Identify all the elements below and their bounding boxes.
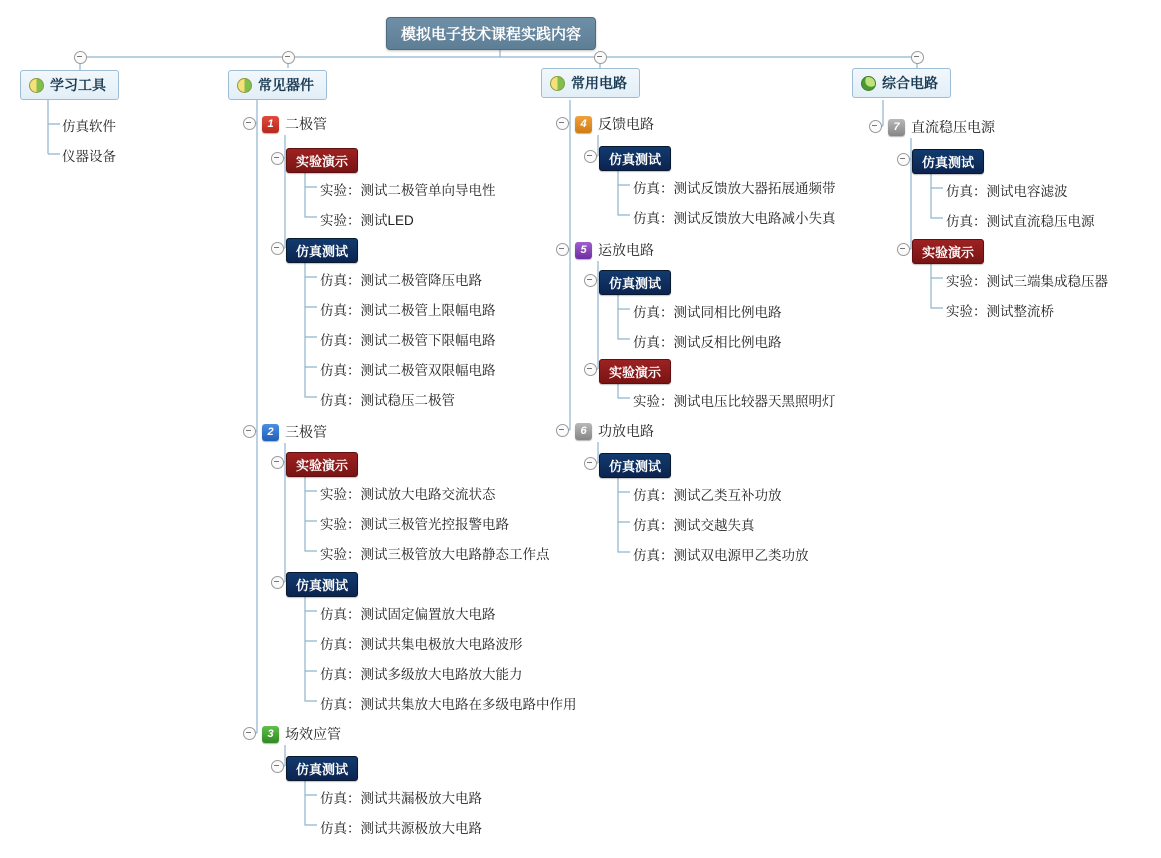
topic-dc-supply[interactable] xyxy=(888,117,995,137)
collapse-knob-opamp-sim[interactable] xyxy=(584,274,597,287)
list-item[interactable]: 仿真：测试二极管上限幅电路 xyxy=(320,303,496,318)
topic-label: 功放电路 xyxy=(598,423,654,439)
topic-feedback[interactable] xyxy=(575,114,654,134)
number-badge: 4 xyxy=(575,116,592,133)
topic-label: 二极管 xyxy=(285,116,327,132)
list-item[interactable]: 仿真：测试同相比例电路 xyxy=(633,305,782,320)
list-item[interactable]: 仿真软件 xyxy=(62,119,116,134)
green-moon-icon xyxy=(861,76,876,91)
tag-demo[interactable]: 实验演示 xyxy=(286,148,358,173)
list-item[interactable]: 仿真：测试共集电极放大电路波形 xyxy=(320,637,523,652)
list-item[interactable]: 实验：测试电压比较器天黑照明灯 xyxy=(633,394,836,409)
half-moon-icon xyxy=(29,78,44,93)
list-item[interactable]: 实验：测试整流桥 xyxy=(946,304,1054,319)
topic-label: 反馈电路 xyxy=(598,116,654,132)
topic-label: 运放电路 xyxy=(598,242,654,258)
topic-power-amp[interactable] xyxy=(575,421,654,441)
tag-demo[interactable]: 实验演示 xyxy=(599,359,671,384)
topic-fet[interactable] xyxy=(262,724,341,744)
half-moon-icon xyxy=(237,78,252,93)
root-node[interactable]: 模拟电子技术课程实践内容 xyxy=(386,17,596,50)
tag-demo[interactable]: 实验演示 xyxy=(912,239,984,264)
collapse-knob-tools[interactable] xyxy=(74,51,87,64)
category-common-circuits[interactable] xyxy=(541,68,640,98)
collapse-knob-dc-demo[interactable] xyxy=(897,243,910,256)
category-label: 常用电路 xyxy=(571,75,627,91)
list-item[interactable]: 仿真：测试共源极放大电路 xyxy=(320,821,482,836)
collapse-knob-devices[interactable] xyxy=(282,51,295,64)
collapse-knob-diode-sim[interactable] xyxy=(271,242,284,255)
list-item[interactable]: 仿真：测试共漏极放大电路 xyxy=(320,791,482,806)
category-integrated-circuits[interactable] xyxy=(852,68,951,98)
list-item[interactable]: 仿真：测试反馈放大电路减小失真 xyxy=(633,211,836,226)
topic-triode[interactable] xyxy=(262,422,327,442)
list-item[interactable]: 仿真：测试稳压二极管 xyxy=(320,393,455,408)
topic-diode[interactable] xyxy=(262,114,327,134)
list-item[interactable]: 仪器设备 xyxy=(62,149,116,164)
collapse-knob-triode-sim[interactable] xyxy=(271,576,284,589)
tag-sim[interactable]: 仿真测试 xyxy=(286,238,358,263)
tag-sim[interactable]: 仿真测试 xyxy=(599,270,671,295)
number-badge: 1 xyxy=(262,116,279,133)
tag-sim[interactable]: 仿真测试 xyxy=(286,572,358,597)
collapse-knob-circuits[interactable] xyxy=(594,51,607,64)
number-badge: 2 xyxy=(262,424,279,441)
tag-demo[interactable]: 实验演示 xyxy=(286,452,358,477)
collapse-knob-opamp-demo[interactable] xyxy=(584,363,597,376)
collapse-knob-dc-sim[interactable] xyxy=(897,153,910,166)
list-item[interactable]: 实验：测试三极管放大电路静态工作点 xyxy=(320,547,550,562)
list-item[interactable]: 实验：测试放大电路交流状态 xyxy=(320,487,496,502)
topic-opamp[interactable] xyxy=(575,240,654,260)
list-item[interactable]: 仿真：测试固定偏置放大电路 xyxy=(320,607,496,622)
topic-label: 直流稳压电源 xyxy=(911,119,995,135)
number-badge: 3 xyxy=(262,726,279,743)
tag-sim[interactable]: 仿真测试 xyxy=(599,453,671,478)
number-badge: 6 xyxy=(575,423,592,440)
list-item[interactable]: 仿真：测试二极管下限幅电路 xyxy=(320,333,496,348)
collapse-knob-triode[interactable] xyxy=(243,425,256,438)
category-label: 学习工具 xyxy=(50,77,106,93)
list-item[interactable]: 仿真：测试二极管双限幅电路 xyxy=(320,363,496,378)
list-item[interactable]: 实验：测试二极管单向导电性 xyxy=(320,183,496,198)
list-item[interactable]: 仿真：测试反馈放大器拓展通频带 xyxy=(633,181,836,196)
list-item[interactable]: 实验：测试三极管光控报警电路 xyxy=(320,517,509,532)
list-item[interactable]: 仿真：测试双电源甲乙类功放 xyxy=(633,548,809,563)
category-label: 综合电路 xyxy=(882,75,938,91)
number-badge: 7 xyxy=(888,119,905,136)
list-item[interactable]: 仿真：测试二极管降压电路 xyxy=(320,273,482,288)
collapse-knob-diode-demo[interactable] xyxy=(271,152,284,165)
collapse-knob-feedback-sim[interactable] xyxy=(584,150,597,163)
list-item[interactable]: 仿真：测试共集放大电路在多级电路中作用 xyxy=(320,697,577,712)
tag-sim[interactable]: 仿真测试 xyxy=(912,149,984,174)
list-item[interactable]: 仿真：测试反相比例电路 xyxy=(633,335,782,350)
list-item[interactable]: 实验：测试LED xyxy=(320,213,414,228)
tag-sim[interactable]: 仿真测试 xyxy=(286,756,358,781)
half-moon-icon xyxy=(550,76,565,91)
category-common-devices[interactable] xyxy=(228,70,327,100)
collapse-knob-opamp[interactable] xyxy=(556,243,569,256)
collapse-knob-power-amp-sim[interactable] xyxy=(584,457,597,470)
collapse-knob-integrated[interactable] xyxy=(911,51,924,64)
collapse-knob-fet-sim[interactable] xyxy=(271,760,284,773)
list-item[interactable]: 仿真：测试交越失真 xyxy=(633,518,755,533)
category-label: 常见器件 xyxy=(258,77,314,93)
list-item[interactable]: 仿真：测试多级放大电路放大能力 xyxy=(320,667,523,682)
topic-label: 场效应管 xyxy=(285,726,341,742)
tag-sim[interactable]: 仿真测试 xyxy=(599,146,671,171)
list-item[interactable]: 实验：测试三端集成稳压器 xyxy=(946,274,1108,289)
collapse-knob-diode[interactable] xyxy=(243,117,256,130)
topic-label: 三极管 xyxy=(285,424,327,440)
category-study-tools[interactable] xyxy=(20,70,119,100)
collapse-knob-feedback[interactable] xyxy=(556,117,569,130)
list-item[interactable]: 仿真：测试电容滤波 xyxy=(946,184,1068,199)
collapse-knob-fet[interactable] xyxy=(243,727,256,740)
collapse-knob-power-amp[interactable] xyxy=(556,424,569,437)
list-item[interactable]: 仿真：测试直流稳压电源 xyxy=(946,214,1095,229)
list-item[interactable]: 仿真：测试乙类互补功放 xyxy=(633,488,782,503)
number-badge: 5 xyxy=(575,242,592,259)
collapse-knob-dc-supply[interactable] xyxy=(869,120,882,133)
collapse-knob-triode-demo[interactable] xyxy=(271,456,284,469)
